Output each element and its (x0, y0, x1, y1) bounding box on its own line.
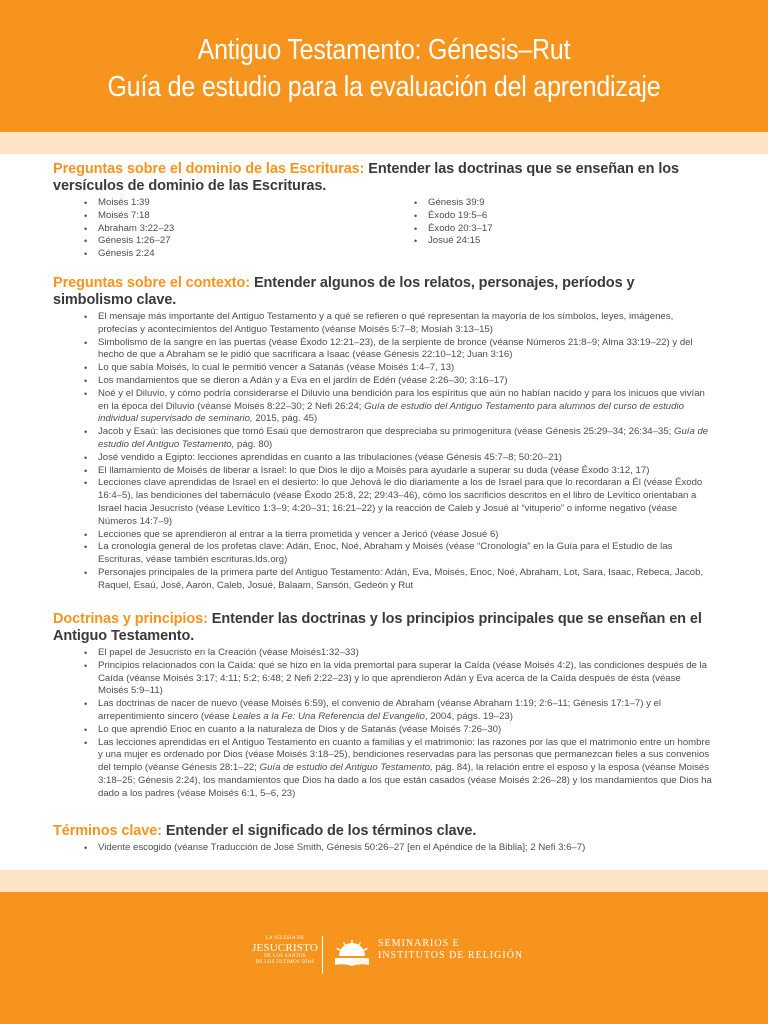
heading-rest: Entender algunos de los relatos, personajes, períodos y simbolismo clave. (53, 275, 635, 308)
list-item: • El mensaje más importante del Antiguo Testamento y a qué se refieren o qué representan la mayoría de los símbolos, leyes, imágenes, profecías y acontecimientos del Antiguo Testamento (véanse Moisés 5:7–8; Mosíah 3:13–15) (84, 311, 674, 335)
reference-list-2 (383, 197, 713, 261)
list-item: • Las doctrinas de nacer de nuevo (véase Moisés 6:59), el convenio de Abraham (véanse Abraham 1:19; 2:6–11; Génesis 17:1–7) y el arrepentimiento sincero (véase Leales a la Fe: Una Referencia del Evangelio, 2004, págs. 19–23) (84, 698, 661, 722)
reference-list-1 (53, 197, 383, 261)
section-heading (53, 823, 713, 840)
list-item: • El papel de Jesucristo en la Creación (véase Moisés1:32–33) (84, 647, 359, 658)
list-item: • Josué 24:15 (414, 235, 481, 247)
section-heading (53, 611, 713, 645)
heading-key: Preguntas sobre el dominio de las Escrituras: (53, 161, 365, 177)
list-item: • Principios relacionados con la Caída: qué se hizo en la vida premortal para superar la Caída (véase Moisés 4:2), las condiciones después de la Caída (véanse Moisés 3:17; 4:11; 5:2; 6:48; 2 Nefi 2:22–23) y lo que aprendieron Adán y Eva acerca de la Caída después de ésta (véase Moisés 5:9–11) (84, 659, 708, 697)
doctrines-list (53, 647, 713, 801)
top-band (0, 132, 768, 154)
page-footer (0, 892, 768, 1024)
list-item: • José vendido a Egipto: lecciones aprendidas en cuanto a las tribulaciones (véase Génesis 45:7–8; 50:20–21) (84, 451, 563, 463)
section-heading (53, 275, 713, 309)
heading-key: Preguntas sobre el contexto: (53, 275, 251, 291)
list-item: • Los mandamientos que se dieron a Adán y a Eva en el jardín de Edén (véase 2:26–30; 3:16–17) (84, 374, 508, 386)
list-item: • El llamamiento de Moisés de liberar a Israel: lo que Dios le dijo a Moisés para ayudarle a superar su duda (véase Éxodo 3:12, 17) (84, 464, 650, 476)
seminary-wordmark (378, 938, 523, 962)
section-scripture-mastery (53, 161, 713, 261)
list-item: • Éxodo 20:3–17 (414, 222, 493, 234)
logo-divider (322, 936, 323, 974)
heading-rest: Entender el significado de los términos clave. (161, 823, 477, 839)
list-item: • Noé y el Diluvio, y cómo podría considerarse el Diluvio una bendición para los espíritus que aún no habían nacido y para los inicuos que vivían en la época del Diluvio (véanse Moisés 8:22–30; 2 Nefi 26:24; Guía de estudio del Antiguo Testamento para alumnos del curso de estudio individual supervisado de seminario, 2015, pág. 45) (84, 387, 705, 425)
heading-key: Términos clave: (53, 823, 162, 839)
church-logo-line: LA IGLESIA DE (265, 936, 305, 941)
church-logo-line: DE LOS ÚLTIMOS DÍAS (255, 960, 315, 965)
title-line-2: Guía de estudio para la evaluación del aprendizaje (107, 71, 661, 103)
key-terms-list (53, 842, 713, 855)
page-header (0, 0, 768, 132)
list-item: • Génesis 1:26–27 (84, 235, 171, 247)
list-item: • Personajes principales de la primera parte del Antiguo Testamento: Adán, Eva, Moisés, Enoc, Noé, Abraham, Lot, Sara, Isaac, Rebeca, Jacob, Raquel, Esaú, José, Aarón, Caleb, Josué, Balaam, Sansón, Gedeón y Rut (84, 566, 704, 591)
church-logo (248, 936, 322, 966)
document-body (0, 154, 768, 870)
list-item: • Moisés 1:39 (84, 197, 150, 208)
list-item: • Lecciones que se aprendieron al entrar a la tierra prometida y vencer a Jericó (véase Josué 6) (84, 528, 499, 540)
list-item: • Lecciones clave aprendidas de Israel en el desierto: lo que Jehová le dio diariamente a los de Israel para que lo recordaran a Él (véase Éxodo 16:4–5), las bendiciones del tabernáculo (véase Éxodo 25:8, 22; 29:43–46), cómo los sacrificios descritos en el libro de Levítico orientaban a Israel hacia Jesucristo (véase Levítico 1:3–9; 4:20–31; 16:21–22) y la reacción de Caleb y Josué al “vituperio” o informe negativo (véase Números 14:7–9) (84, 477, 703, 527)
church-logo-line: JESUCRISTO (252, 942, 318, 954)
bottom-band (0, 870, 768, 892)
list-item: • Simbolismo de la sangre en las puertas (véase Éxodo 12:21–23), de la serpiente de bronce (véanse Números 21:8–9; Alma 33:19–22) y del hecho de que a Abraham se le pidió que sacrificara a Isaac (véase Génesis 22:10–12; Juan 3:16) (84, 336, 693, 361)
list-item: • Las lecciones aprendidas en el Antiguo Testamento en cuanto a familias y el matrimonio: las razones por las que el matrimonio entre un hombre y una mujer es ordenado por Dios (véase Moisés 3:18–25), bendiciones reservadas para las personas que permanezcan fieles a sus convenios del templo (véanse Génesis 28:1–22; Guía de estudio del Antiguo Testamento, pág. 84), la relación entre el esposo y la esposa (véanse Moisés 3:18–25; Génesis 2:24), los mandamientos que Dios ha dado a los que están casados (véase Moisés 2:26–28) y los mandamientos que Dios ha dado a los padres (véase Moisés 6:1, 5–6, 23) (84, 736, 712, 799)
seminary-line: SEMINARIOS E (378, 938, 460, 949)
list-item: • Lo que aprendió Enoc en cuanto a la naturaleza de Dios y de Satanás (véase Moisés 7:26–30) (84, 723, 502, 735)
church-logo-line: DE LOS SANTOS (264, 954, 306, 959)
sunrise-book-icon (333, 940, 371, 968)
section-doctrines (53, 611, 713, 801)
list-item: • Abraham 3:22–23 (84, 222, 175, 234)
list-item: • La cronología general de los profetas clave: Adán, Enoc, Noé, Abraham y Moisés (véase “Cronología” en la Guía para el Estudio de las Escrituras, véase también escrituras.lds.org) (84, 541, 673, 566)
section-context (53, 275, 713, 593)
seminary-line: INSTITUTOS DE RELIGIÓN (378, 950, 524, 961)
list-item: • Jacob y Esaú: las decisiones que tomó Esaú que demostraron que despreciaba su primogenitura (véase Génesis 25:29–34; 26:34–35; Guía de estudio del Antiguo Testamento, pág. 80) (84, 426, 709, 450)
heading-rest: Entender las doctrinas que se enseñan en los versículos de dominio de las Escrituras. (53, 161, 679, 194)
heading-rest: Entender las doctrinas y los principios principales que se enseñan en el Antiguo Testamento. (53, 611, 702, 644)
title-line-1: Antiguo Testamento: Génesis–Rut (197, 34, 571, 66)
list-item: • Moisés 7:18 (84, 209, 150, 221)
section-heading (53, 161, 713, 195)
list-item: • Vidente escogido (véanse Traducción de José Smith, Génesis 50:26–27 [en el Apéndice de la Biblia]; 2 Nefi 3:6–7) (84, 842, 586, 853)
context-list (53, 311, 713, 593)
heading-key: Doctrinas y principios: (53, 611, 208, 627)
list-item: • Éxodo 19:5–6 (414, 209, 488, 221)
reference-columns (53, 195, 713, 261)
section-key-terms (53, 823, 713, 855)
list-item: • Génesis 39:9 (414, 197, 485, 208)
list-item: • Lo que sabía Moisés, lo cual le permitió vencer a Satanás (véase Moisés 1:4–7, 13) (84, 362, 455, 374)
list-item: • Génesis 2:24 (84, 248, 155, 260)
